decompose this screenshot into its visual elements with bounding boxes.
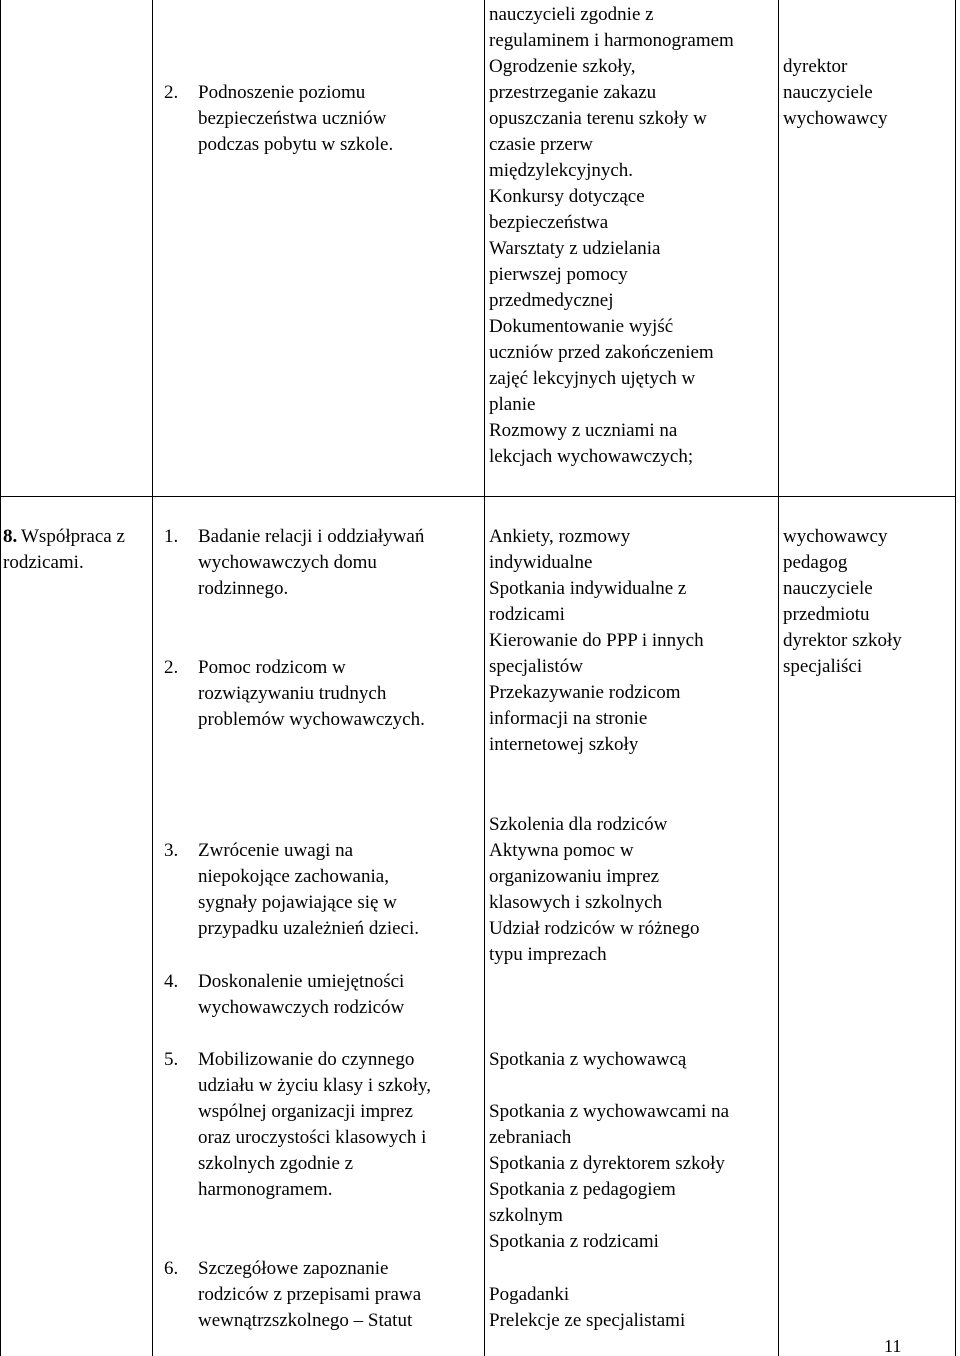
responsible-line: wychowawcy xyxy=(783,108,888,129)
goal-line: harmonogramem. xyxy=(198,1179,333,1200)
goal-line: bezpieczeństwa uczniów xyxy=(198,108,387,129)
goal-number: 3. xyxy=(164,840,179,861)
action-line: międzylekcyjnych. xyxy=(489,160,634,181)
goal-line: udziału w życiu klasy i szkoły, xyxy=(198,1075,432,1096)
action-line: opuszczania terenu szkoły w xyxy=(489,108,707,129)
goal-number: 2. xyxy=(164,82,179,103)
action-line: przestrzeganie zakazu xyxy=(489,82,657,103)
action-line: typu imprezach xyxy=(489,944,607,965)
action-line: Udział rodziców w różnego xyxy=(489,918,700,939)
goal-line: wychowawczych rodziców xyxy=(198,997,405,1018)
action-line: Prelekcje ze specjalistami xyxy=(489,1310,686,1331)
column-divider-1 xyxy=(152,0,153,1356)
action-line: Szkolenia dla rodziców xyxy=(489,814,668,835)
table-left-border-lower xyxy=(0,497,1,1356)
responsible-line: wychowawcy xyxy=(783,526,888,547)
action-line: lekcjach wychowawczych; xyxy=(489,446,694,467)
goal-line: oraz uroczystości klasowych i xyxy=(198,1127,427,1148)
goal-number: 6. xyxy=(164,1258,179,1279)
action-line: informacji na stronie xyxy=(489,708,648,729)
action-line: rodzicami xyxy=(489,604,565,625)
action-line: nauczycieli zgodnie z xyxy=(489,4,654,25)
area-title-line: Współpraca z xyxy=(21,526,125,547)
goal-line: rodziców z przepisami prawa xyxy=(198,1284,422,1305)
responsible-line: nauczyciele xyxy=(783,578,873,599)
goal-line: Badanie relacji i oddziaływań xyxy=(198,526,425,547)
goal-line: Pomoc rodzicom w xyxy=(198,657,346,678)
action-line: Ankiety, rozmowy xyxy=(489,526,631,547)
responsible-line: dyrektor szkoły xyxy=(783,630,902,651)
action-line: Ogrodzenie szkoły, xyxy=(489,56,636,77)
responsible-line: nauczyciele xyxy=(783,82,873,103)
goal-line: przypadku uzależnień dzieci. xyxy=(198,918,420,939)
action-line: zebraniach xyxy=(489,1127,572,1148)
responsible-line: pedagog xyxy=(783,552,848,573)
goal-line: wychowawczych domu xyxy=(198,552,377,573)
action-line: Spotkania z rodzicami xyxy=(489,1231,659,1252)
action-line: Spotkania z wychowawcą xyxy=(489,1049,687,1070)
goal-line: rozwiązywaniu trudnych xyxy=(198,683,387,704)
goal-line: szkolnych zgodnie z xyxy=(198,1153,354,1174)
goal-line: wspólnej organizacji imprez xyxy=(198,1101,413,1122)
goal-line: Podnoszenie poziomu xyxy=(198,82,366,103)
action-line: Przekazywanie rodzicom xyxy=(489,682,681,703)
goal-number: 4. xyxy=(164,971,179,992)
goal-line: problemów wychowawczych. xyxy=(198,709,425,730)
action-line: Pogadanki xyxy=(489,1284,570,1305)
action-line: Spotkania z dyrektorem szkoły xyxy=(489,1153,725,1174)
action-line: Warsztaty z udzielania xyxy=(489,238,661,259)
row-divider xyxy=(0,496,956,497)
action-line: bezpieczeństwa xyxy=(489,212,609,233)
table-top-left-border xyxy=(0,0,1,497)
action-line: klasowych i szkolnych xyxy=(489,892,663,913)
action-line: szkolnym xyxy=(489,1205,563,1226)
action-line: regulaminem i harmonogramem xyxy=(489,30,734,51)
goal-number: 2. xyxy=(164,657,179,678)
action-line: czasie przerw xyxy=(489,134,593,155)
goal-number: 5. xyxy=(164,1049,179,1070)
column-divider-3 xyxy=(778,0,779,1356)
goal-line: sygnały pojawiające się w xyxy=(198,892,397,913)
goal-line: wewnątrzszkolnego – Statut xyxy=(198,1310,413,1331)
action-line: Spotkania indywidualne z xyxy=(489,578,687,599)
goal-line: Mobilizowanie do czynnego xyxy=(198,1049,415,1070)
action-line: Dokumentowanie wyjść xyxy=(489,316,674,337)
action-line: indywidualne xyxy=(489,552,593,573)
page-number: 11 xyxy=(884,1336,902,1356)
action-line: Rozmowy z uczniami na xyxy=(489,420,678,441)
responsible-line: dyrektor xyxy=(783,56,848,77)
goal-line: podczas pobytu w szkole. xyxy=(198,134,394,155)
area-title-line: rodzicami. xyxy=(3,552,84,573)
action-line: przedmedycznej xyxy=(489,290,614,311)
goal-line: rodzinnego. xyxy=(198,578,289,599)
responsible-line: specjaliści xyxy=(783,656,863,677)
action-line: internetowej szkoły xyxy=(489,734,639,755)
goal-line: Zwrócenie uwagi na xyxy=(198,840,354,861)
goal-line: Doskonalenie umiejętności xyxy=(198,971,405,992)
goal-number: 1. xyxy=(164,526,179,547)
action-line: zajęć lekcyjnych ujętych w xyxy=(489,368,696,389)
action-line: Spotkania z pedagogiem xyxy=(489,1179,676,1200)
action-line: organizowaniu imprez xyxy=(489,866,660,887)
action-line: uczniów przed zakończeniem xyxy=(489,342,714,363)
action-line: Aktywna pomoc w xyxy=(489,840,634,861)
goal-line: niepokojące zachowania, xyxy=(198,866,389,887)
area-number: 8. xyxy=(3,526,18,547)
action-line: Spotkania z wychowawcami na xyxy=(489,1101,730,1122)
action-line: Konkursy dotyczące xyxy=(489,186,645,207)
action-line: planie xyxy=(489,394,536,415)
action-line: pierwszej pomocy xyxy=(489,264,628,285)
action-line: specjalistów xyxy=(489,656,583,677)
action-line: Kierowanie do PPP i innych xyxy=(489,630,704,651)
table-right-border xyxy=(955,0,956,1356)
column-divider-2 xyxy=(484,0,485,1356)
goal-line: Szczegółowe zapoznanie xyxy=(198,1258,389,1279)
responsible-line: przedmiotu xyxy=(783,604,870,625)
